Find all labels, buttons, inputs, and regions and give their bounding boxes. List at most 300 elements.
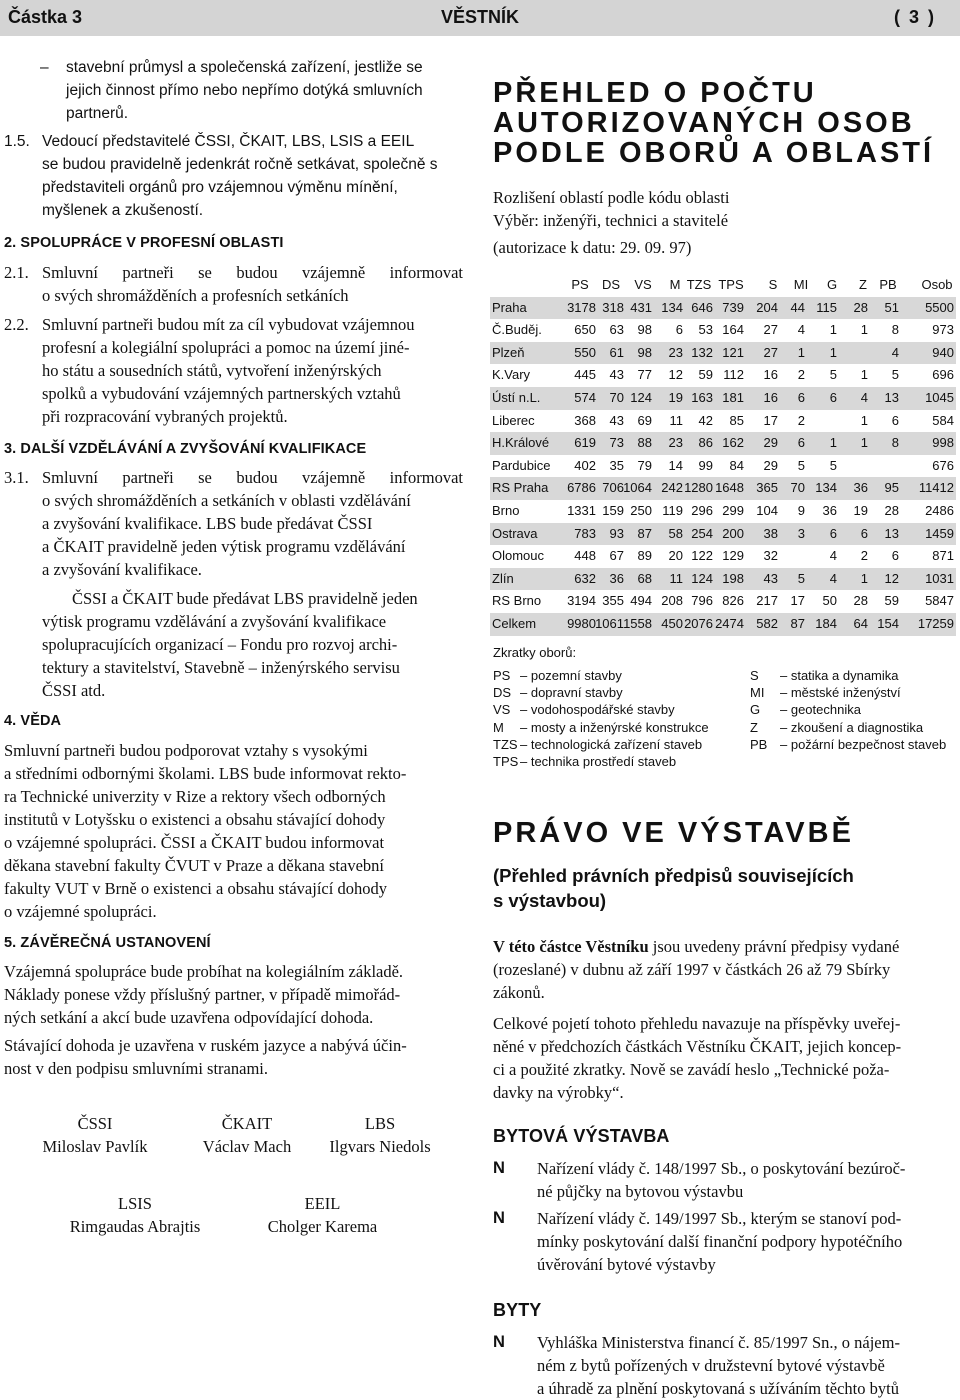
value-cell: 4 <box>891 344 899 360</box>
value-cell: 204 <box>756 299 778 315</box>
abbreviation-desc: – technika prostředí staveb <box>520 754 677 769</box>
value-cell: M <box>669 277 681 292</box>
value-cell: TPS <box>718 277 744 292</box>
clause-line: představiteli orgánů pro vzájemnou výměnu mínění, <box>42 179 398 196</box>
value-cell: 12 <box>668 367 683 383</box>
value-cell: 783 <box>574 525 596 541</box>
subsection-heading: BYTY <box>493 1300 542 1320</box>
value-cell: 36 <box>609 570 624 586</box>
value-cell: 51 <box>884 299 899 315</box>
value-cell: 365 <box>756 480 778 496</box>
value-cell: 739 <box>722 299 744 315</box>
value-cell: 11412 <box>918 480 954 496</box>
clause-line: tektury a stavitelství, Stavebně – inženýrského servisu <box>42 658 400 677</box>
value-cell: 14 <box>668 457 683 473</box>
regulation-line: Vyhláška Ministerstva financí č. 85/1997 Sn., o nájem- <box>537 1333 900 1352</box>
value-cell: Z <box>859 277 867 292</box>
overview-subtitle: (autorizace k datu: 29. 09. 97) <box>493 238 692 257</box>
abbreviation-code: PS <box>493 668 511 683</box>
region-cell: Pardubice <box>492 457 551 473</box>
value-cell: 13 <box>884 389 899 405</box>
value-cell: 12 <box>884 570 899 586</box>
clause-line: Vedoucí představitelé ČSSI, ČKAIT, LBS, LSIS a EEIL <box>42 133 415 150</box>
value-cell: 254 <box>691 525 713 541</box>
abbreviation-desc: – zkoušení a diagnostika <box>780 719 924 735</box>
value-cell: 6 <box>891 412 899 428</box>
value-cell: 32 <box>763 548 778 564</box>
region-cell: Liberec <box>492 412 535 428</box>
value-cell: 6 <box>829 389 837 405</box>
abbreviation-desc: – technologická zařízení staveb <box>520 736 703 752</box>
signature-name: Ilgvars Niedols <box>329 1137 431 1156</box>
regulation-marker: N <box>493 1333 505 1351</box>
region-cell: Celkem <box>492 615 537 631</box>
table-row <box>490 590 956 613</box>
value-cell: 181 <box>722 389 744 405</box>
paragraph-line: ra Technické univerzity v Rize a rektory všech odborných <box>4 787 386 806</box>
value-cell: 5 <box>797 570 805 586</box>
value-cell: 87 <box>790 615 805 631</box>
value-cell: 164 <box>722 322 744 338</box>
value-cell: 6 <box>860 525 868 541</box>
abbreviation-code: MI <box>750 685 765 701</box>
value-cell: 38 <box>763 525 778 541</box>
signature-name: Václav Mach <box>202 1137 292 1156</box>
region-cell: Plzeň <box>492 344 525 360</box>
value-cell: 28 <box>853 593 868 609</box>
clause-line: o svých shromážděních a profesních setkáních <box>42 286 349 305</box>
value-cell: 98 <box>637 344 652 360</box>
value-cell: 115 <box>816 299 837 315</box>
value-cell: 1 <box>829 344 837 360</box>
value-cell: 79 <box>637 457 652 473</box>
law-section-subtitle: (Přehled právních předpisů souvisejících <box>493 865 854 886</box>
value-cell: 69 <box>637 412 652 428</box>
signature-org: ČKAIT <box>221 1114 273 1133</box>
abbreviation-desc: – dopravní stavby <box>520 685 623 701</box>
value-cell: 16 <box>763 389 778 405</box>
signature-block <box>310 1112 450 1158</box>
value-cell: Osob <box>921 277 953 292</box>
region-cell: RS Brno <box>492 593 542 609</box>
regulation-line: úvěrování bytové výstavby <box>537 1255 716 1274</box>
region-cell: Ústí n.L. <box>492 389 541 405</box>
value-cell: 676 <box>932 457 954 473</box>
clause-line: ho státu a sousedních států, vytvoření inženýrských <box>42 361 382 380</box>
value-cell: 11 <box>669 570 683 586</box>
value-cell: 163 <box>691 389 713 405</box>
value-cell: 95 <box>884 480 899 496</box>
value-cell: 43 <box>609 412 624 428</box>
value-cell: PB <box>879 277 897 292</box>
value-cell: 4 <box>829 548 837 564</box>
value-cell: 70 <box>609 389 624 405</box>
issue-number: Částka 3 <box>8 7 83 27</box>
clause-line: a zvyšování kvalifikace. LBS bude předávat ČSSI <box>42 514 373 533</box>
value-cell: 574 <box>574 389 596 405</box>
signature-name: Miloslav Pavlík <box>42 1137 148 1156</box>
value-cell: 3194 <box>567 593 596 609</box>
intro-line: partnerů. <box>66 105 129 122</box>
value-cell: 119 <box>662 502 683 518</box>
signature-block <box>182 1112 312 1158</box>
intro-paragraph-line: něné v předchozích částkách Věstníku ČKAIT, jejich koncep- <box>493 1037 902 1056</box>
value-cell: 431 <box>630 299 652 315</box>
value-cell: 36 <box>822 502 837 518</box>
value-cell: 450 <box>661 615 683 631</box>
value-cell: 650 <box>574 322 596 338</box>
value-cell: 23 <box>668 435 683 451</box>
intro-line: jejich činnost přímo nebo nepřímo dotýká smluvních <box>66 82 423 99</box>
value-cell: 99 <box>698 457 713 473</box>
value-cell: DS <box>601 277 621 292</box>
regulation-marker: N <box>493 1159 505 1177</box>
abbreviation-code: VS <box>493 702 511 718</box>
value-cell: 5 <box>829 457 837 473</box>
value-cell: 13 <box>884 525 899 541</box>
table-row <box>490 387 956 410</box>
value-cell: 2076 <box>684 615 713 631</box>
value-cell: 124 <box>630 389 652 405</box>
table-row <box>490 500 956 523</box>
regulation-marker: N <box>493 1209 505 1227</box>
value-cell: 5847 <box>925 593 954 609</box>
value-cell: 3 <box>797 525 805 541</box>
paragraph-line: Náklady ponese vždy příslušný partner, v případě mimořád- <box>4 985 401 1004</box>
intro-dash: – <box>40 59 49 76</box>
regulation-line: Nařízení vlády č. 149/1997 Sb., kterým se stanoví pod- <box>537 1209 902 1228</box>
value-cell: 8 <box>891 435 899 451</box>
table-row <box>490 319 956 342</box>
table-row <box>490 545 956 568</box>
law-section-title: PRÁVO VE VÝSTAVBĚ <box>493 817 854 849</box>
clause-line: ČSSI atd. <box>42 681 106 700</box>
value-cell: 63 <box>609 322 624 338</box>
value-cell: 2 <box>860 548 868 564</box>
value-cell: 28 <box>884 502 899 518</box>
table-row <box>490 297 956 320</box>
value-cell: 9980 <box>567 615 596 631</box>
title-line: AUTORIZOVANÝCH OSOB <box>493 107 915 139</box>
value-cell: 59 <box>698 367 713 383</box>
value-cell: 5 <box>829 367 837 383</box>
value-cell: 88 <box>637 435 652 451</box>
value-cell: 44 <box>790 299 805 315</box>
value-cell: 35 <box>609 457 624 473</box>
title-line: PŘEHLED O POČTU <box>493 77 817 109</box>
abbreviation-desc: – městské inženýství <box>780 685 901 701</box>
region-cell: Ostrava <box>492 525 538 541</box>
value-cell: 973 <box>932 322 954 338</box>
value-cell: 250 <box>630 502 652 518</box>
value-cell: 646 <box>691 299 713 315</box>
value-cell: 1648 <box>715 480 744 496</box>
value-cell: 61 <box>609 344 624 360</box>
value-cell: 940 <box>932 344 954 360</box>
paragraph-line: institutů v Lotyšsku o existenci a obsahu stávající dohody <box>4 810 386 829</box>
value-cell: 445 <box>574 367 596 383</box>
abbreviation-code: TZS <box>493 736 518 752</box>
value-cell: 28 <box>853 299 868 315</box>
value-cell: 184 <box>815 615 837 631</box>
value-cell: 1 <box>860 367 868 383</box>
intro-rest: jsou uvedeny právní předpisy vydané <box>648 937 900 956</box>
section-heading: 4. VĚDA <box>4 713 62 729</box>
region-cell: Zlín <box>492 570 514 586</box>
clause-line: ČSSI a ČKAIT bude předávat LBS pravidelně jeden <box>72 589 418 608</box>
value-cell: 27 <box>763 322 778 338</box>
value-cell: 1 <box>829 322 837 338</box>
value-cell: 217 <box>756 593 778 609</box>
regulation-line: a úhradě za plnění poskytovaná s užíváním těchto bytů <box>537 1379 899 1398</box>
value-cell: 70 <box>790 480 805 496</box>
clause-line: a zvyšování kvalifikace. <box>42 560 202 579</box>
value-cell: 4 <box>829 570 837 586</box>
value-cell: 53 <box>698 322 713 338</box>
clause-line: při rozpracování vybraných projektů. <box>42 407 288 426</box>
value-cell: 124 <box>691 570 713 586</box>
value-cell: 5 <box>891 367 899 383</box>
region-cell: Brno <box>492 502 520 518</box>
value-cell: 706 <box>602 480 624 496</box>
value-cell: MI <box>793 277 809 292</box>
regulation-line: ném z bytů pořízených v družstevní bytové výstavbě <box>537 1356 885 1375</box>
value-cell: 29 <box>763 457 778 473</box>
paragraph-line: Stávající dohoda je uzavřena v ruském jazyce a nabývá účin- <box>4 1036 407 1055</box>
value-cell: 1064 <box>623 480 652 496</box>
law-section-subtitle: s výstavbou) <box>493 890 607 911</box>
regulation-line: mínky poskytování další finanční podpory hypotéčního <box>537 1232 903 1251</box>
signature-block <box>55 1192 215 1238</box>
region-cell: H.Králové <box>492 435 550 451</box>
value-cell: 6 <box>891 548 899 564</box>
value-cell: 36 <box>853 480 868 496</box>
region-cell: RS Praha <box>492 480 549 496</box>
clause-line: Smluvní partneři se budou vzájemně informovat <box>42 263 463 282</box>
value-cell: 632 <box>574 570 596 586</box>
value-cell: 1031 <box>925 570 954 586</box>
section-heading: 2. SPOLUPRÁCE V PROFESNÍ OBLASTI <box>4 235 284 251</box>
paragraph-line: o vzájemné spolupráci. ČSSI a ČKAIT budou informovat <box>4 833 385 852</box>
value-cell: 1 <box>860 412 868 428</box>
value-cell: 129 <box>722 548 744 564</box>
table-row <box>490 342 956 365</box>
value-cell: 582 <box>756 615 778 631</box>
paragraph-line: nost v den podpisu smluvními stranami. <box>4 1059 268 1078</box>
value-cell: 42 <box>698 412 713 428</box>
paragraph-line: Smluvní partneři budou podporovat vztahy s vysokými <box>4 741 368 760</box>
value-cell: 6 <box>797 389 805 405</box>
value-cell: 122 <box>691 548 713 564</box>
value-cell: 1 <box>829 435 837 451</box>
value-cell: 1061 <box>595 615 624 631</box>
table-row <box>490 364 956 387</box>
abbreviation-desc: – statika a dynamika <box>780 668 899 683</box>
value-cell: 68 <box>637 570 652 586</box>
value-cell: 2 <box>797 412 805 428</box>
intro-bold: V této částce Věstníku <box>493 937 649 956</box>
region-cell: Č.Buděj. <box>492 322 542 338</box>
paragraph-line: ných setkání a akcí bude uzavřena odpovídající dohoda. <box>4 1008 374 1027</box>
section-heading: 5. ZÁVĚREČNÁ USTANOVENÍ <box>4 935 211 951</box>
clause-line: myšlenek a zkušeností. <box>42 202 204 219</box>
value-cell: 584 <box>932 412 954 428</box>
clause-line: spolupracujících organizací – Fondu pro rozvoj archi- <box>42 635 398 654</box>
clause-number: 3.1. <box>4 468 29 487</box>
value-cell: 17 <box>790 593 805 609</box>
clause-line: výtisk programu vzdělávání a zvyšování kvalifikace <box>42 612 387 631</box>
clause-number: 2.1. <box>4 263 29 282</box>
clause-number: 1.5. <box>4 133 30 150</box>
value-cell: 198 <box>722 570 744 586</box>
value-cell: 16 <box>763 367 778 383</box>
abbreviation-code: Z <box>750 719 758 735</box>
abbreviation-code: PB <box>750 736 768 752</box>
value-cell: 29 <box>763 435 778 451</box>
page-number: ( 3 ) <box>893 7 936 27</box>
intro-paragraph-line <box>493 935 899 958</box>
paragraph-line: a středními odbornými školami. LBS bude informovat rekto- <box>4 764 407 783</box>
region-cell: Praha <box>492 299 527 315</box>
intro-paragraph-line: (rozeslané) v dubnu až září 1997 v částkách 26 až 79 Sbírky <box>493 960 891 979</box>
value-cell: 64 <box>853 615 868 631</box>
value-cell: 368 <box>574 412 596 428</box>
value-cell: 23 <box>668 344 683 360</box>
table-header-row <box>490 274 956 297</box>
value-cell: 27 <box>763 344 778 360</box>
value-cell: 6 <box>675 322 683 338</box>
clause-line: o svých shromážděních a setkáních v oblasti vzdělávání <box>42 491 411 510</box>
signature-block <box>20 1112 170 1158</box>
value-cell: 162 <box>722 435 744 451</box>
value-cell: 77 <box>637 367 652 383</box>
intro-paragraph-line: zákonů. <box>493 983 545 1002</box>
value-cell: 1 <box>860 570 868 586</box>
paragraph-line: fakulty VUT v Brně o existenci a obsahu stávající dohody <box>4 879 387 898</box>
value-cell: 8 <box>891 322 899 338</box>
value-cell: 2474 <box>715 615 744 631</box>
regulation-line: Nařízení vlády č. 148/1997 Sb., o poskytování bezúroč- <box>537 1159 906 1178</box>
value-cell: 826 <box>722 593 744 609</box>
value-cell: 1459 <box>925 525 954 541</box>
overview-subtitle: Rozlišení oblastí podle kódu oblasti <box>493 188 730 207</box>
value-cell: 20 <box>668 548 683 564</box>
intro-line: stavební průmysl a společenská zařízení, jestliže se <box>66 59 423 76</box>
clause-line: a ČKAIT pravidelně jeden výtisk programu vzdělávání <box>42 537 406 556</box>
value-cell: 1045 <box>925 389 954 405</box>
abbreviation-desc: – mosty a inženýrské konstrukce <box>520 719 709 735</box>
value-cell: 296 <box>691 502 713 518</box>
value-cell: 98 <box>637 322 652 338</box>
signature-name: Rimgaudas Abrajtis <box>69 1217 201 1236</box>
value-cell: 619 <box>574 435 596 451</box>
value-cell: 73 <box>609 435 624 451</box>
table-row <box>490 410 956 433</box>
abbreviation-code: DS <box>493 685 512 701</box>
value-cell: 89 <box>637 548 652 564</box>
table-row <box>490 523 956 546</box>
intro-paragraph-line: davky na výrobky“. <box>493 1083 624 1102</box>
value-cell: 3178 <box>567 299 596 315</box>
value-cell: 1558 <box>623 615 652 631</box>
value-cell: 208 <box>661 593 683 609</box>
value-cell: 11 <box>669 412 683 428</box>
page-header <box>0 0 960 36</box>
section-heading: 3. DALŠÍ VZDĚLÁVÁNÍ A ZVYŠOVÁNÍ KVALIFIKACE <box>4 441 367 457</box>
value-cell: 59 <box>884 593 899 609</box>
signature-block <box>250 1192 395 1238</box>
abbreviations-title: Zkratky oborů: <box>493 645 577 660</box>
value-cell: 2 <box>797 367 805 383</box>
paragraph-line: děkana stavební fakulty ČVUT v Praze a děkana stavební <box>4 856 384 875</box>
value-cell: PS <box>571 277 589 292</box>
signature-org: LBS <box>364 1114 396 1133</box>
subsection-heading: BYTOVÁ VÝSTAVBA <box>493 1126 670 1146</box>
value-cell: 121 <box>722 344 744 360</box>
value-cell: 550 <box>574 344 596 360</box>
value-cell: TZS <box>686 277 712 292</box>
value-cell: 355 <box>602 593 624 609</box>
table-row <box>490 568 956 591</box>
value-cell: 85 <box>729 412 744 428</box>
clause-line: Smluvní partneři se budou vzájemně informovat <box>42 468 463 487</box>
overview-title <box>493 78 934 168</box>
value-cell: 696 <box>932 367 954 383</box>
clause-line: profesní a kolegiální spolupráci a pomoc na území jiné- <box>42 338 410 357</box>
value-cell: 86 <box>698 435 713 451</box>
value-cell: 448 <box>574 548 596 564</box>
value-cell: 318 <box>602 299 624 315</box>
signature-org: EEIL <box>304 1194 341 1213</box>
value-cell: 19 <box>668 389 683 405</box>
value-cell: 6 <box>829 525 837 541</box>
clause-line: Smluvní partneři budou mít za cíl vybudovat vzájemnou <box>42 315 415 334</box>
value-cell: 50 <box>822 593 837 609</box>
signature-org: ČSSI <box>77 1114 113 1133</box>
abbreviation-code: S <box>750 668 759 683</box>
value-cell: 84 <box>729 457 744 473</box>
value-cell: 43 <box>763 570 778 586</box>
value-cell: 87 <box>637 525 652 541</box>
value-cell: 242 <box>661 480 683 496</box>
value-cell: 67 <box>609 548 624 564</box>
journal-title: VĚSTNÍK <box>440 7 519 27</box>
value-cell: 1 <box>797 344 805 360</box>
paragraph-line: Vzájemná spolupráce bude probíhat na kolegiálním základě. <box>4 962 404 981</box>
value-cell: 299 <box>722 502 744 518</box>
value-cell: 17259 <box>917 615 954 631</box>
intro-paragraph-line: ci a použité zkratky. Nově se zavádí heslo „Technické poža- <box>493 1060 890 1079</box>
value-cell: VS <box>634 277 652 292</box>
abbreviation-desc: – geotechnika <box>780 702 861 718</box>
clause-line: se budou pravidelně jedenkrát ročně setkávat, společně s <box>42 156 438 173</box>
paragraph-line: o vzájemné spolupráci. <box>4 902 157 921</box>
value-cell: 200 <box>722 525 744 541</box>
value-cell: 871 <box>932 548 954 564</box>
table-row <box>490 613 956 636</box>
value-cell: 6786 <box>567 480 596 496</box>
abbreviation-desc: – požární bezpečnost staveb <box>780 736 947 752</box>
value-cell: 43 <box>609 367 624 383</box>
value-cell: G <box>826 277 838 292</box>
value-cell: 112 <box>723 367 744 383</box>
intro-paragraph-line: Celkové pojetí tohoto přehledu navazuje na příspěvky uveřej- <box>493 1014 901 1033</box>
value-cell: 1 <box>860 322 868 338</box>
abbreviation-code: M <box>493 719 504 735</box>
value-cell: 104 <box>756 502 778 518</box>
value-cell: 154 <box>877 615 899 631</box>
region-cell: K.Vary <box>492 367 531 383</box>
